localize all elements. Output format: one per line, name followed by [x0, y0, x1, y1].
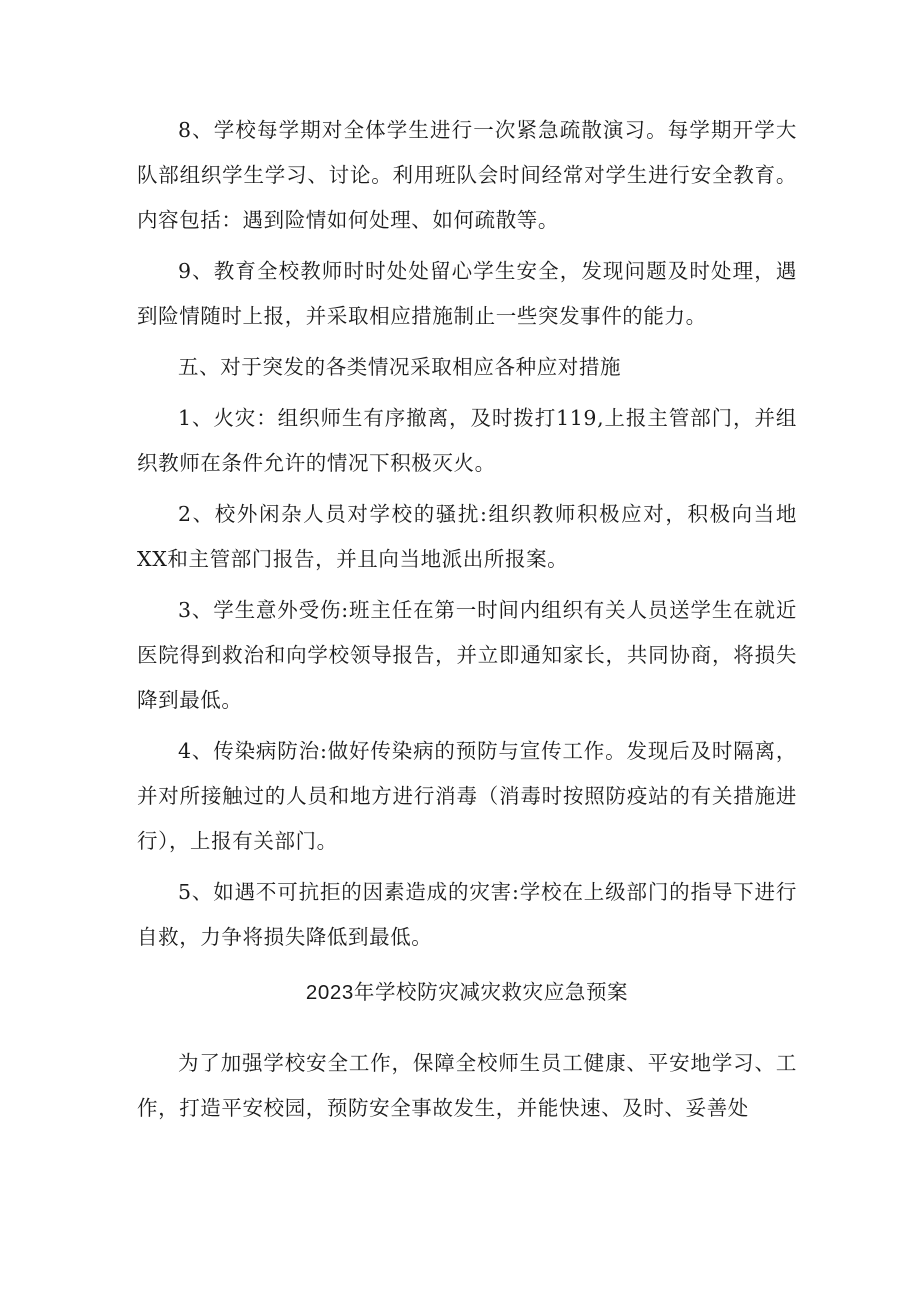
measure-intruders: 2、校外闲杂人员对学校的骚扰:组织教师积极应对，积极向当地XX和主管部门报告，并且向当地派出所报案。	[137, 502, 797, 571]
paragraph-9: 9、教育全校教师时时处处留心学生安全，发现问题及时处理，遇到险情随时上报，并采取相应措施制止一些突发事件的能力。	[137, 259, 797, 328]
section-five-heading: 五、对于突发的各类情况采取相应各种应对措施	[178, 355, 622, 379]
intro-paragraph: 为了加强学校安全工作，保障全校师生员工健康、平安地学习、工作，打造平安校园，预防安全事故发生，并能快速、及时、妥善处	[137, 1051, 797, 1120]
document-body	[137, 108, 797, 1131]
section-title: 2023年学校防灾减灾救灾应急预案	[305, 981, 629, 1004]
paragraph-8: 8、学校每学期对全体学生进行一次紧急疏散演习。每学期开学大队部组织学生学习、讨论。利用班队会时间经常对学生进行安全教育。内容包括：遇到险情如何处理、如何疏散等。	[137, 118, 797, 232]
measure-disease: 4、传染病防治:做好传染病的预防与宣传工作。发现后及时隔离，并对所接触过的人员和地方进行消毒（消毒时按照防疫站的有关措施进行），上报有关部门。	[137, 739, 797, 853]
measure-fire: 1、火灾：组织师生有序撤离，及时拨打119,上报主管部门，并组织教师在条件允许的情况下积极灭火。	[137, 406, 797, 475]
measure-injury: 3、学生意外受伤:班主任在第一时间内组织有关人员送学生在就近医院得到救治和向学校领导报告，并立即通知家长，共同协商，将损失降到最低。	[137, 598, 797, 712]
measure-disaster: 5、如遇不可抗拒的因素造成的灾害:学校在上级部门的指导下进行自救，力争将损失降低到最低。	[137, 880, 797, 949]
